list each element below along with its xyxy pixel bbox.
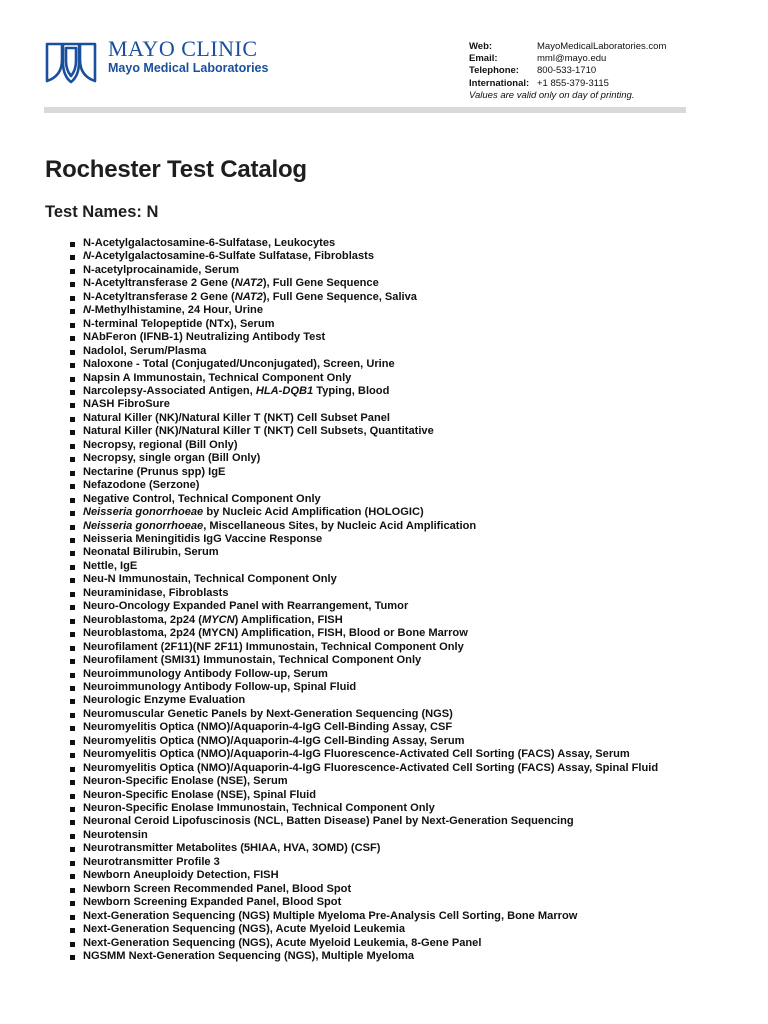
test-list-item[interactable] (68, 789, 688, 802)
test-name-text: Neurofilament (2F11)(NF 2F11) Immunostain, Technical Component Only (83, 640, 464, 653)
test-list-item[interactable] (68, 910, 688, 923)
test-name-text: Neuroimmunology Antibody Follow-up, Spinal Fluid (83, 680, 357, 693)
contact-row-web (469, 41, 666, 53)
test-list-item[interactable] (68, 479, 688, 492)
test-name-text: Neuroimmunology Antibody Follow-up, Serum (83, 667, 328, 680)
page-header (0, 0, 768, 120)
test-name-text: Nettle, IgE (83, 559, 138, 572)
contact-row-international (469, 78, 666, 90)
test-name-text: Nectarine (Prunus spp) IgE (83, 465, 226, 478)
test-list-item[interactable] (68, 546, 688, 559)
test-name-italic: N (83, 250, 92, 263)
test-list-item[interactable] (68, 318, 688, 331)
test-list-item[interactable] (68, 735, 688, 748)
test-name-text: -Methylhistamine, 24 Hour, Urine (91, 304, 264, 317)
email-link[interactable]: mml@mayo.edu (537, 53, 607, 65)
test-name-text: ) Amplification, FISH (234, 613, 343, 626)
test-list-item[interactable] (68, 493, 688, 506)
contact-key: Telephone: (469, 65, 519, 77)
test-name-text: Neisseria Meningitidis IgG Vaccine Response (83, 532, 323, 545)
test-name-list (68, 237, 688, 963)
contact-key: Web: (469, 41, 493, 52)
test-list-item[interactable] (68, 264, 688, 277)
test-name-italic: NAT2 (234, 290, 263, 303)
test-list-item[interactable] (68, 708, 688, 721)
test-list-item[interactable] (68, 883, 688, 896)
test-name-italic: MYCN (201, 613, 235, 626)
test-list-item[interactable] (68, 937, 688, 950)
test-list-item[interactable] (68, 668, 688, 681)
test-list-item[interactable] (68, 775, 688, 788)
contact-info (469, 41, 666, 102)
test-list-item[interactable] (68, 277, 688, 290)
test-name-text: NASH FibroSure (83, 398, 170, 411)
test-name-text: Neuromyelitis Optica (NMO)/Aquaporin-4-IgG Cell-Binding Assay, Serum (83, 734, 465, 747)
test-name-text: Neurotransmitter Metabolites (5HIAA, HVA, 3OMD) (CSF) (83, 842, 381, 855)
test-list-item[interactable] (68, 439, 688, 452)
test-name-text: Neuron-Specific Enolase (NSE), Spinal Fluid (83, 788, 317, 801)
test-name-text: Neuronal Ceroid Lipofuscinosis (NCL, Batten Disease) Panel by Next-Generation Sequencing (83, 815, 574, 828)
test-list-item[interactable] (68, 533, 688, 546)
test-name-text: Next-Generation Sequencing (NGS), Acute Myeloid Leukemia (83, 923, 405, 936)
test-name-italic: NAT2 (234, 277, 263, 290)
test-name-text: Neurofilament (SMI31) Immunostain, Technical Component Only (83, 654, 422, 667)
test-name-italic: Neisseria gonorrhoeae (83, 506, 204, 519)
header-divider (44, 107, 686, 113)
section-title: Test Names: N (45, 203, 159, 221)
test-name-text: Nefazodone (Serzone) (83, 479, 200, 492)
test-list-item[interactable] (68, 950, 688, 963)
test-name-text: Next-Generation Sequencing (NGS) Multiple Myeloma Pre-Analysis Cell Sorting, Bone Marrow (83, 909, 578, 922)
test-name-text: NAbFeron (IFNB-1) Neutralizing Antibody Test (83, 331, 326, 344)
test-name-text: Nadolol, Serum/Plasma (83, 344, 207, 357)
test-name-text: Neurologic Enzyme Evaluation (83, 694, 246, 707)
test-name-text: Neuron-Specific Enolase Immunostain, Technical Component Only (83, 802, 435, 815)
test-name-text: Neuron-Specific Enolase (NSE), Serum (83, 775, 288, 788)
test-name-text: ), Full Gene Sequence, Saliva (262, 290, 417, 303)
test-list-item[interactable] (68, 614, 688, 627)
test-list-item[interactable] (68, 425, 688, 438)
test-name-text: NGSMM Next-Generation Sequencing (NGS), Multiple Myeloma (83, 950, 414, 963)
test-list-item[interactable] (68, 291, 688, 304)
test-name-text: Necropsy, single organ (Bill Only) (83, 452, 261, 465)
test-list-item[interactable] (68, 856, 688, 869)
contact-key: International: (469, 77, 530, 89)
test-list-item[interactable] (68, 829, 688, 842)
test-list-item[interactable] (68, 304, 688, 317)
test-name-text: Neuromyelitis Optica (NMO)/Aquaporin-4-IgG Fluorescence-Activated Cell Sorting (FACS) Assay, Serum (83, 748, 630, 761)
test-list-item[interactable] (68, 520, 688, 533)
mayo-clinic-logo (44, 36, 269, 84)
contact-key: Email: (469, 53, 498, 65)
test-name-text: Neuromyelitis Optica (NMO)/Aquaporin-4-IgG Fluorescence-Activated Cell Sorting (FACS) Assay, Spinal Fluid (83, 761, 659, 774)
test-list-item[interactable] (68, 923, 688, 936)
test-name-text: -Acetylgalactosamine-6-Sulfate Sulfatase, Fibroblasts (91, 250, 374, 263)
test-name-text: Typing, Blood (313, 384, 390, 397)
telephone-value: 800-533-1710 (537, 65, 597, 77)
test-name-text: Neuro-Oncology Expanded Panel with Rearrangement, Tumor (83, 600, 409, 613)
logo-subtitle: Mayo Medical Laboratories (108, 61, 269, 75)
test-name-text: Neuroblastoma, 2p24 ( (83, 613, 202, 626)
test-list-item[interactable] (68, 896, 688, 909)
page-title: Rochester Test Catalog (45, 156, 307, 183)
test-list-item[interactable] (68, 385, 688, 398)
test-list-item[interactable] (68, 721, 688, 734)
test-list-item[interactable] (68, 398, 688, 411)
test-name-text: N-Acetyltransferase 2 Gene ( (83, 277, 235, 290)
test-list-item[interactable] (68, 815, 688, 828)
test-name-text: Narcolepsy-Associated Antigen, (83, 384, 256, 397)
test-name-text: Next-Generation Sequencing (NGS), Acute Myeloid Leukemia, 8-Gene Panel (83, 936, 482, 949)
contact-row-telephone (469, 65, 666, 77)
test-list-item[interactable] (68, 802, 688, 815)
test-name-text: Neuromyelitis Optica (NMO)/Aquaporin-4-IgG Cell-Binding Assay, CSF (83, 721, 453, 734)
test-list-item[interactable] (68, 452, 688, 465)
test-list-item[interactable] (68, 372, 688, 385)
test-name-text: Naloxone - Total (Conjugated/Unconjugated), Screen, Urine (83, 358, 395, 371)
test-name-text: N-terminal Telopeptide (NTx), Serum (83, 317, 275, 330)
test-name-text: Natural Killer (NK)/Natural Killer T (NKT) Cell Subset Panel (83, 411, 390, 424)
test-list-item[interactable] (68, 600, 688, 613)
test-name-text: Necropsy, regional (Bill Only) (83, 438, 238, 451)
test-list-item[interactable] (68, 345, 688, 358)
test-list-item[interactable] (68, 748, 688, 761)
test-name-italic: HLA-DQB1 (255, 384, 314, 397)
test-name-text: Natural Killer (NK)/Natural Killer T (NKT) Cell Subsets, Quantitative (83, 425, 434, 438)
contact-row-email (469, 53, 666, 65)
test-list-item[interactable] (68, 358, 688, 371)
test-name-text: Neu-N Immunostain, Technical Component Only (83, 573, 337, 586)
test-name-text: , Miscellaneous Sites, by Nucleic Acid Amplification (203, 519, 477, 532)
test-name-text: Neuraminidase, Fibroblasts (83, 586, 229, 599)
test-name-text: Newborn Screening Expanded Panel, Blood Spot (83, 896, 342, 909)
test-name-text: N-Acetylgalactosamine-6-Sulfatase, Leukocytes (83, 237, 336, 249)
test-name-text: Napsin A Immunostain, Technical Component Only (83, 371, 352, 384)
test-name-text: by Nucleic Acid Amplification (HOLOGIC) (203, 506, 424, 519)
test-list-item[interactable] (68, 412, 688, 425)
test-list-item[interactable] (68, 587, 688, 600)
logo-name: MAYO CLINIC (108, 36, 258, 61)
test-list-item[interactable] (68, 641, 688, 654)
test-list-item[interactable] (68, 237, 688, 250)
test-list-item[interactable] (68, 331, 688, 344)
test-name-text: N-acetylprocainamide, Serum (83, 263, 239, 276)
test-name-text: Neonatal Bilirubin, Serum (83, 546, 219, 559)
test-list-item[interactable] (68, 506, 688, 519)
test-list-item[interactable] (68, 681, 688, 694)
test-name-text: Neurotensin (83, 828, 148, 841)
international-value: +1 855-379-3115 (537, 77, 609, 89)
test-name-text: Newborn Aneuploidy Detection, FISH (83, 869, 279, 882)
test-list-item[interactable] (68, 762, 688, 775)
test-name-text: Neuroblastoma, 2p24 (MYCN) Amplification, FISH, Blood or Bone Marrow (83, 627, 468, 640)
test-name-text: Negative Control, Technical Component Only (83, 492, 321, 505)
test-list-item[interactable] (68, 560, 688, 573)
validity-note: Values are valid only on day of printing. (469, 89, 635, 101)
test-name-text: N-Acetyltransferase 2 Gene ( (83, 290, 235, 303)
test-list-item[interactable] (68, 627, 688, 640)
test-name-text: ), Full Gene Sequence (262, 277, 379, 290)
test-list-item[interactable] (68, 250, 688, 263)
test-list-item[interactable] (68, 466, 688, 479)
test-list-item[interactable] (68, 573, 688, 586)
test-list-item[interactable] (68, 869, 688, 882)
test-name-text: Neurotransmitter Profile 3 (83, 855, 220, 868)
test-name-text: Newborn Screen Recommended Panel, Blood Spot (83, 882, 352, 895)
test-list-item[interactable] (68, 654, 688, 667)
test-name-italic: Neisseria gonorrhoeae (83, 519, 204, 532)
test-name-italic: N (83, 304, 92, 317)
test-list-item[interactable] (68, 842, 688, 855)
test-name-text: Neuromuscular Genetic Panels by Next-Generation Sequencing (NGS) (83, 707, 453, 720)
web-link[interactable]: MayoMedicalLaboratories.com (537, 41, 667, 52)
mayo-shield-icon (44, 40, 98, 84)
test-list-item[interactable] (68, 694, 688, 707)
